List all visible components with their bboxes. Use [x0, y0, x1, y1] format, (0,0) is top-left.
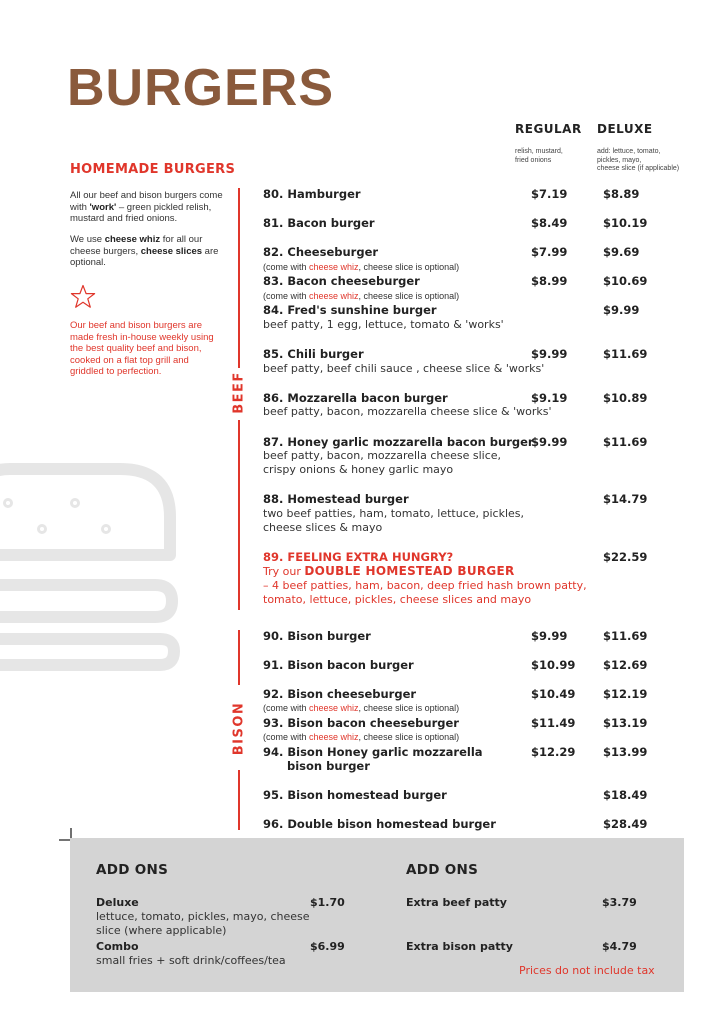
tax-note: Prices do not include tax	[519, 964, 655, 977]
item-93-regular-price: $11.49	[531, 716, 576, 730]
item-89-name: 89. FEELING EXTRA HUNGRY?	[263, 550, 454, 564]
item-89-price: $22.59	[603, 550, 648, 564]
item-86-deluxe-price: $10.89	[603, 391, 648, 405]
item-87-deluxe-price: $11.69	[603, 435, 648, 449]
item-81-regular-price: $8.49	[531, 216, 568, 230]
item-86-name: 86. Mozzarella bacon burger	[263, 391, 448, 405]
addon-extra-beef-name: Extra beef patty	[406, 896, 507, 909]
item-84-description: beef patty, 1 egg, lettuce, tomato & 'works'	[263, 318, 504, 331]
item-92-name: 92. Bison cheeseburger	[263, 687, 417, 701]
item-92-regular-price: $10.49	[531, 687, 576, 701]
bison-section-label: BISON	[231, 701, 247, 756]
page-title: BURGERS	[67, 59, 335, 117]
beef-divider-top	[238, 188, 240, 368]
intro-paragraph-cheese: We use cheese whiz for all our cheese burgers, cheese slices are optional.	[70, 234, 219, 268]
item-84-deluxe-price: $9.99	[603, 303, 640, 317]
item-88-deluxe-price: $14.79	[603, 492, 648, 506]
item-94-regular-price: $12.29	[531, 745, 576, 759]
item-91-regular-price: $10.99	[531, 658, 576, 672]
item-96-name: 96. Double bison homestead burger	[263, 817, 496, 831]
item-84-name: 84. Fred's sunshine burger	[263, 303, 437, 317]
intro-paragraph-works: All our beef and bison burgers come with 'work' – green pickled relish, mustard and fried onions.	[70, 190, 223, 224]
addons-heading-left: ADD ONS	[96, 862, 169, 878]
item-88-description: two beef patties, ham, tomato, lettuce, pickles, cheese slices & mayo	[263, 507, 525, 534]
burger-outline-icon	[0, 455, 185, 685]
item-95-deluxe-price: $18.49	[603, 788, 648, 802]
item-95-name: 95. Bison homestead burger	[263, 788, 447, 802]
item-87-regular-price: $9.99	[531, 435, 568, 449]
item-82-note: (come with cheese whiz, cheese slice is optional)	[263, 262, 460, 272]
item-92-deluxe-price: $12.19	[603, 687, 648, 701]
addons-panel	[70, 838, 684, 992]
item-82-name: 82. Cheeseburger	[263, 245, 379, 259]
deluxe-column-header: DELUXE	[597, 122, 653, 136]
item-93-name: 93. Bison bacon cheeseburger	[263, 716, 459, 730]
item-93-note: (come with cheese whiz, cheese slice is optional)	[263, 732, 460, 742]
item-85-deluxe-price: $11.69	[603, 347, 648, 361]
addon-deluxe-name: Deluxe	[96, 896, 139, 909]
item-86-regular-price: $9.19	[531, 391, 568, 405]
section-heading-homemade: HOMEMADE BURGERS	[70, 162, 236, 177]
item-85-name: 85. Chili burger	[263, 347, 364, 361]
item-88-name: 88. Homestead burger	[263, 492, 409, 506]
item-87-name: 87. Honey garlic mozzarella bacon burger	[263, 435, 534, 449]
beef-section-label: BEEF	[231, 371, 247, 414]
deluxe-column-subtext: add: lettuce, tomato, pickles, mayo, cheese slice (if applicable)	[597, 148, 680, 172]
item-83-deluxe-price: $10.69	[603, 274, 648, 288]
item-91-name: 91. Bison bacon burger	[263, 658, 414, 672]
addon-extra-bison-name: Extra bison patty	[406, 940, 513, 953]
item-81-name: 81. Bacon burger	[263, 216, 375, 230]
item-80-name: 80. Hamburger	[263, 187, 361, 201]
item-85-description: beef patty, beef chili sauce , cheese slice & 'works'	[263, 362, 545, 375]
item-82-deluxe-price: $9.69	[603, 245, 640, 259]
item-83-name: 83. Bacon cheeseburger	[263, 274, 420, 288]
item-83-regular-price: $8.99	[531, 274, 568, 288]
addon-extra-beef-price: $3.79	[602, 896, 637, 909]
item-91-deluxe-price: $12.69	[603, 658, 648, 672]
item-92-note: (come with cheese whiz, cheese slice is optional)	[263, 703, 460, 713]
sourcing-note: Our beef and bison burgers are made fresh in-house weekly using the best quality beef and bison, cooked on a flat top grill and griddled to perfection.	[70, 320, 214, 377]
beef-divider-bottom	[238, 420, 240, 610]
item-90-regular-price: $9.99	[531, 629, 568, 643]
addon-extra-bison-price: $4.79	[602, 940, 637, 953]
item-80-deluxe-price: $8.89	[603, 187, 640, 201]
item-87-description: beef patty, bacon, mozzarella cheese slice, crispy onions & honey garlic mayo	[263, 449, 502, 476]
item-90-deluxe-price: $11.69	[603, 629, 648, 643]
bison-divider-top	[238, 630, 240, 685]
addon-combo-price: $6.99	[310, 940, 345, 953]
bison-divider-bottom	[238, 770, 240, 830]
addon-combo-description: small fries + soft drink/coffees/tea	[96, 954, 286, 967]
regular-column-header: REGULAR	[515, 122, 582, 136]
item-83-note: (come with cheese whiz, cheese slice is optional)	[263, 291, 460, 301]
item-89-tagline: Try our DOUBLE HOMESTEAD BURGER	[263, 564, 515, 578]
addon-combo-name: Combo	[96, 940, 139, 953]
item-96-deluxe-price: $28.49	[603, 817, 648, 831]
star-icon	[70, 284, 96, 310]
regular-column-subtext: relish, mustard, fried onions	[515, 148, 563, 164]
item-89-description: – 4 beef patties, ham, bacon, deep fried hash brown patty, tomato, lettuce, pickles, cheese slices and mayo	[263, 579, 587, 606]
item-93-deluxe-price: $13.19	[603, 716, 648, 730]
item-86-description: beef patty, bacon, mozzarella cheese slice & 'works'	[263, 405, 552, 418]
item-94-deluxe-price: $13.99	[603, 745, 648, 759]
addon-deluxe-description: lettuce, tomato, pickles, mayo, cheese slice (where applicable)	[96, 910, 310, 937]
addon-deluxe-price: $1.70	[310, 896, 345, 909]
item-90-name: 90. Bison burger	[263, 629, 371, 643]
item-85-regular-price: $9.99	[531, 347, 568, 361]
item-94-name: 94. Bison Honey garlic mozzarella bison burger	[263, 745, 483, 773]
item-80-regular-price: $7.19	[531, 187, 568, 201]
item-81-deluxe-price: $10.19	[603, 216, 648, 230]
item-82-regular-price: $7.99	[531, 245, 568, 259]
addons-heading-right: ADD ONS	[406, 862, 479, 878]
